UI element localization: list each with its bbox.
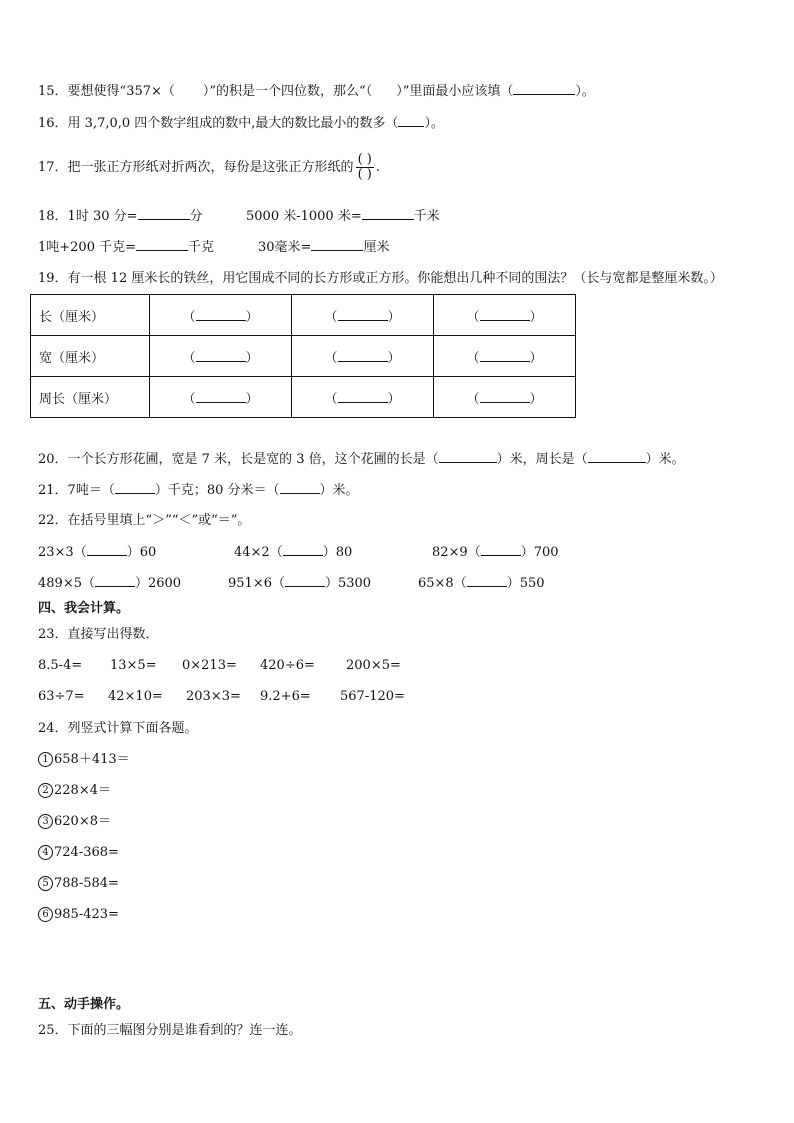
q20-text-b: ）米，周长是（ [496, 452, 588, 467]
q19-cell[interactable]: （ ） [150, 377, 292, 418]
q24-number: 24． [38, 721, 68, 736]
question-16 [38, 114, 444, 133]
q18-item-2: 5000 米-1000 米= [246, 209, 362, 224]
q15-number: 15． [38, 84, 68, 99]
question-24 [38, 720, 198, 738]
q16-text-a: 用 3,7,0,0 四个数字组成的数中,最大的数比最小的数多（ [67, 116, 399, 131]
q21-number: 21． [38, 483, 68, 498]
q23-expr: 63÷7= [38, 689, 85, 704]
q20-text-c: ）米。 [645, 452, 685, 467]
table-row [31, 377, 576, 418]
q20-blank-1[interactable] [439, 450, 497, 463]
q19-row-header-width: 宽（厘米） [31, 336, 150, 377]
question-18-line-1 [38, 207, 203, 226]
circled-number: 3 [38, 814, 53, 829]
q18-blank-2[interactable] [362, 207, 414, 220]
q23-number: 23． [38, 627, 68, 642]
q20-number: 20． [38, 452, 68, 467]
question-18-line-2 [38, 238, 214, 257]
circled-number: 2 [38, 783, 53, 798]
q15-text-b: ）”的积是一个四位数，那么“（ [202, 84, 373, 99]
q18-blank-3[interactable] [136, 238, 188, 251]
q22-blank[interactable] [95, 574, 135, 587]
q17-text-b: . [375, 160, 380, 175]
q23-expr: 0×213= [182, 658, 237, 673]
question-15 [38, 82, 595, 101]
q19-cell[interactable]: （ ） [434, 295, 576, 336]
q22-compare-item: 65×8（ ）550 [418, 576, 545, 591]
q18-unit-3: 千克 [188, 240, 215, 255]
question-21 [38, 481, 359, 500]
q18-unit-2: 千米 [413, 209, 440, 224]
q22-blank[interactable] [283, 543, 323, 556]
q22-blank[interactable] [481, 543, 521, 556]
q21-text-c: ）米。 [319, 483, 359, 498]
q23-expr: 13×5= [110, 658, 157, 673]
q18-item-3: 1吨+200 千克= [38, 240, 137, 255]
q22-blank[interactable] [285, 574, 325, 587]
q19-cell[interactable]: （ ） [434, 336, 576, 377]
question-20 [38, 450, 685, 469]
q22-compare-item: 44×2（ ）80 [234, 545, 353, 560]
q23-expr: 420÷6= [260, 658, 315, 673]
q23-expr: 567-120= [340, 689, 405, 704]
q17-number: 17． [38, 160, 68, 175]
q18-blank-1[interactable] [138, 207, 190, 220]
q21-blank-2[interactable] [280, 481, 320, 494]
q18-unit-4: 厘米 [363, 240, 390, 255]
q25-text: 下面的三幅图分别是谁看到的？连一连。 [67, 1023, 302, 1038]
q19-row-header-perimeter: 周长（厘米） [31, 377, 150, 418]
q24-item: 4 724-368= [38, 844, 119, 862]
question-23 [38, 626, 159, 644]
q19-cell[interactable]: （ ） [150, 295, 292, 336]
q19-cell[interactable]: （ ） [150, 336, 292, 377]
q16-answer-blank[interactable] [398, 114, 424, 127]
q19-number: 19． [38, 271, 68, 286]
q18-item-1: 1时 30 分= [67, 209, 138, 224]
q17-text-a: 把一张正方形纸对折两次，每份是这张正方形纸的 [67, 160, 354, 175]
q16-text-b: ）。 [424, 116, 444, 131]
q22-compare-item: 23×3（ ）60 [38, 545, 157, 560]
q22-compare-item: 489×5（ ）2600 [38, 576, 182, 591]
q15-answer-blank[interactable] [513, 82, 575, 95]
section-4-heading: 四、我会计算。 [38, 601, 130, 616]
q18-number: 18． [38, 209, 68, 224]
q19-cell[interactable]: （ ） [292, 295, 434, 336]
question-18-item-4 [258, 238, 389, 257]
q24-text: 列竖式计算下面各题。 [67, 721, 198, 736]
q25-number: 25． [38, 1023, 68, 1038]
q22-blank[interactable] [87, 543, 127, 556]
q19-cell[interactable]: （ ） [292, 377, 434, 418]
q19-cell[interactable]: （ ） [292, 336, 434, 377]
q24-item: 1 658＋413＝ [38, 751, 130, 769]
q22-compare-item: 82×9（ ）700 [432, 545, 559, 560]
q24-item: 3 620×8＝ [38, 813, 111, 831]
question-19 [38, 270, 723, 288]
q19-text: 有一根 12 厘米长的铁丝，用它围成不同的长方形或正方形。你能想出几种不同的围法？（长与宽都是整厘米数。） [67, 271, 723, 286]
q19-cell[interactable]: （ ） [434, 377, 576, 418]
q23-expr: 8.5-4= [38, 658, 83, 673]
q22-number: 22． [38, 513, 68, 528]
q17-fraction-numerator: ( ) [357, 152, 372, 167]
q16-number: 16． [38, 116, 68, 131]
circled-number: 4 [38, 845, 53, 860]
question-18-item-2 [246, 207, 440, 226]
q15-text-a: 要想使得“357×（ [67, 84, 175, 99]
q22-blank[interactable] [467, 574, 507, 587]
q23-text: 直接写出得数． [67, 627, 159, 642]
question-17 [38, 148, 380, 188]
q17-fraction[interactable] [356, 153, 374, 182]
q18-item-4: 30毫米= [258, 240, 312, 255]
q15-text-c: ）”里面最小应该填（ [396, 84, 514, 99]
q23-expr: 42×10= [108, 689, 163, 704]
q20-text-a: 一个长方形花圃，宽是 7 米，长是宽的 3 倍，这个花圃的长是（ [67, 452, 439, 467]
circled-number: 1 [38, 752, 53, 767]
q18-blank-4[interactable] [311, 238, 363, 251]
q21-blank-1[interactable] [115, 481, 155, 494]
q18-unit-1: 分 [189, 209, 203, 224]
q15-text-d: ）。 [575, 84, 595, 99]
section-5-heading: 五、动手操作。 [38, 997, 130, 1012]
q23-expr: 200×5= [346, 658, 401, 673]
q21-text-b: ）千克；80 分米＝（ [154, 483, 280, 498]
q23-expr: 9.2+6= [260, 689, 311, 704]
q22-compare-item: 951×6（ ）5300 [228, 576, 372, 591]
q23-expr: 203×3= [186, 689, 241, 704]
circled-number: 5 [38, 876, 53, 891]
q19-table [30, 294, 576, 418]
q24-item: 2 228×4＝ [38, 782, 111, 800]
circled-number: 6 [38, 907, 53, 922]
question-25 [38, 1022, 302, 1040]
q24-item: 5 788-584= [38, 875, 119, 893]
q21-text-a: 7吨＝（ [67, 483, 115, 498]
q22-text: 在括号里填上“＞”“＜”或“＝”。 [67, 513, 251, 528]
q20-blank-2[interactable] [588, 450, 646, 463]
table-row [31, 295, 576, 336]
table-row [31, 336, 576, 377]
q19-row-header-length: 长（厘米） [31, 295, 150, 336]
q24-item: 6 985-423= [38, 906, 119, 924]
question-22 [38, 512, 250, 530]
q17-fraction-denominator: ( ) [357, 167, 372, 182]
